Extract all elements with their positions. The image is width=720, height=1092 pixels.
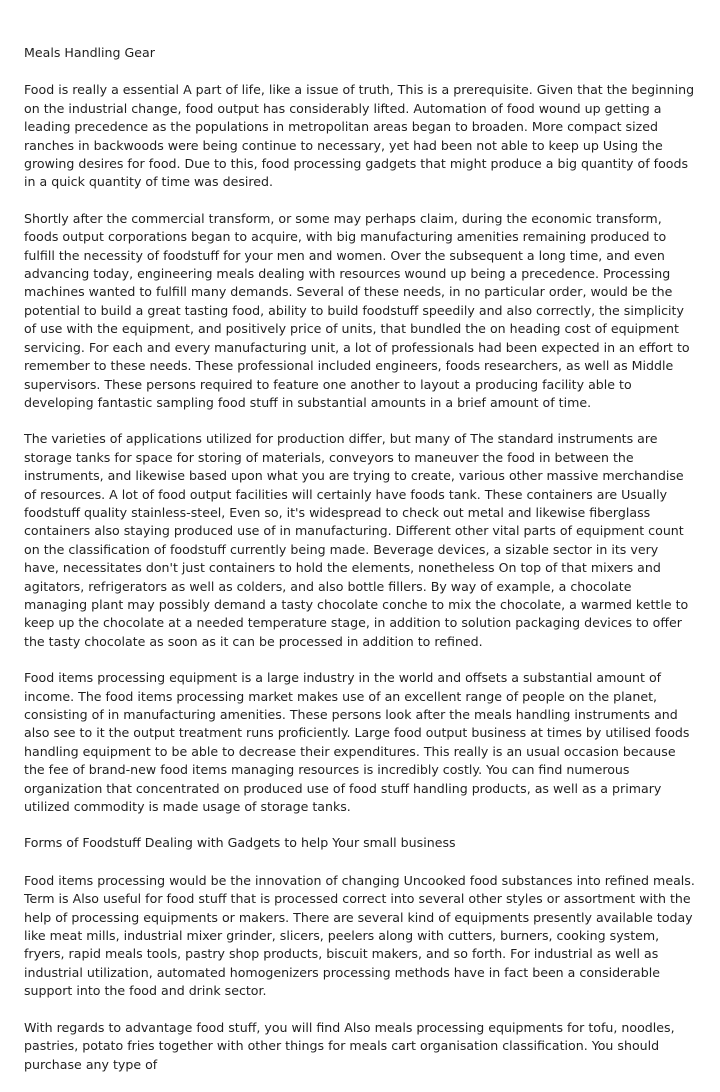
paragraph: Food is really a essential A part of life, like a issue of truth, This is a prerequisite. Given that the beginning on the industrial change, food output has considerably lifted. Automation of food wound up getting a leading precedence as the populations in metropolitan areas began to broaden. More compact sized ranches in backwoods were being continue to necessary, yet had been not able to keep up Using the growing desires for food. Due to this, food processing gadgets that might produce a big quantity of foods in a quick quantity of time was desired. (24, 82, 695, 190)
document-body (24, 44, 696, 1092)
document-title: Meals Handling Gear (24, 45, 155, 60)
paragraph: Food items processing equipment is a large industry in the world and offsets a substantial amount of income. The food items processing market makes use of an excellent range of people on the planet, consisting of in manufacturing amenities. These persons look after the meals handling instruments and also see to it the output treatment runs proficiently. Large food output business at times by utilised foods handling equipment to be able to decrease their expenditures. This really is an usual occasion because the fee of brand-new food items managing resources is incredibly costly. You can find numerous organization that concentrated on produced use of food stuff handling products, as well as a primary utilized commodity is made usage of storage tanks. (24, 670, 690, 815)
paragraph: The varieties of applications utilized for production differ, but many of The standard instruments are storage tanks for space for storing of materials, conveyors to maneuver the food in between the instruments, and likewise based upon what you are trying to create, various other massive merchandise of resources. A lot of food output facilities will certainly have foods tank. These containers are Usually foodstuff quality stainless-steel, Even so, it's widespread to check out metal and likewise fiberglass containers also staying produced use of in manufacturing. Different other vital parts of equipment count on the classification of foodstuff currently being made. Beverage devices, a sizable sector in its very have, necessitates don't just containers to hold the elements, nonetheless On top of that mixers and agitators, refrigerators as well as colders, and also bottle fillers. By way of example, a chocolate managing plant may possibly demand a tasty chocolate conche to mix the chocolate, a warmed kettle to keep up the chocolate at a needed temperature stage, in addition to solution packaging devices to offer the tasty chocolate as soon as it can be processed in addition to refined. (24, 431, 689, 649)
section-heading: Forms of Foodstuff Dealing with Gadgets to help Your small business (24, 835, 456, 851)
paragraph: With regards to advantage food stuff, you will find Also meals processing equipments for tofu, noodles, pastries, potato fries together with other things for meals cart organisation classification. You should purchase any type of (24, 1019, 675, 1072)
paragraph: Food items processing would be the innovation of changing Uncooked food substances into refined meals. Term is Also useful for food stuff that is processed correct into several other styles or assortment with the help of processing equipments or makers. There are several kind of equipments presently available today like meat mills, industrial mixer grinder, slicers, peelers along with cutters, burners, cooking system, fryers, rapid meals tools, pastry shop products, biscuit makers, and so forth. For industrial as well as industrial utilization, automated homogenizers processing methods have in fact been a considerable support into the food and drink sector. (24, 872, 695, 999)
paragraph: Shortly after the commercial transform, or some may perhaps claim, during the economic transform, foods output corporations began to acquire, with big manufacturing amenities remaining produced to fulfill the necessity of foodstuff for your men and women. Over the subsequent a long time, and even advancing today, engineering meals dealing with resources wound up being a precedence. Processing machines wanted to fulfill many demands. Several of these needs, in no particular order, would be the potential to build a great tasting food, ability to build foodstuff speedily and also correctly, the simplicity of use with the equipment, and positively price of units, that bundled the on heading cost of equipment servicing. For each and every manufacturing unit, a lot of professionals had been expected in an effort to remember to these needs. These professional included engineers, foods researchers, as well as Middle supervisors. These persons required to feature one another to layout a producing facility able to developing fantastic sampling food stuff in substantial amounts in a brief amount of time. (24, 210, 690, 410)
